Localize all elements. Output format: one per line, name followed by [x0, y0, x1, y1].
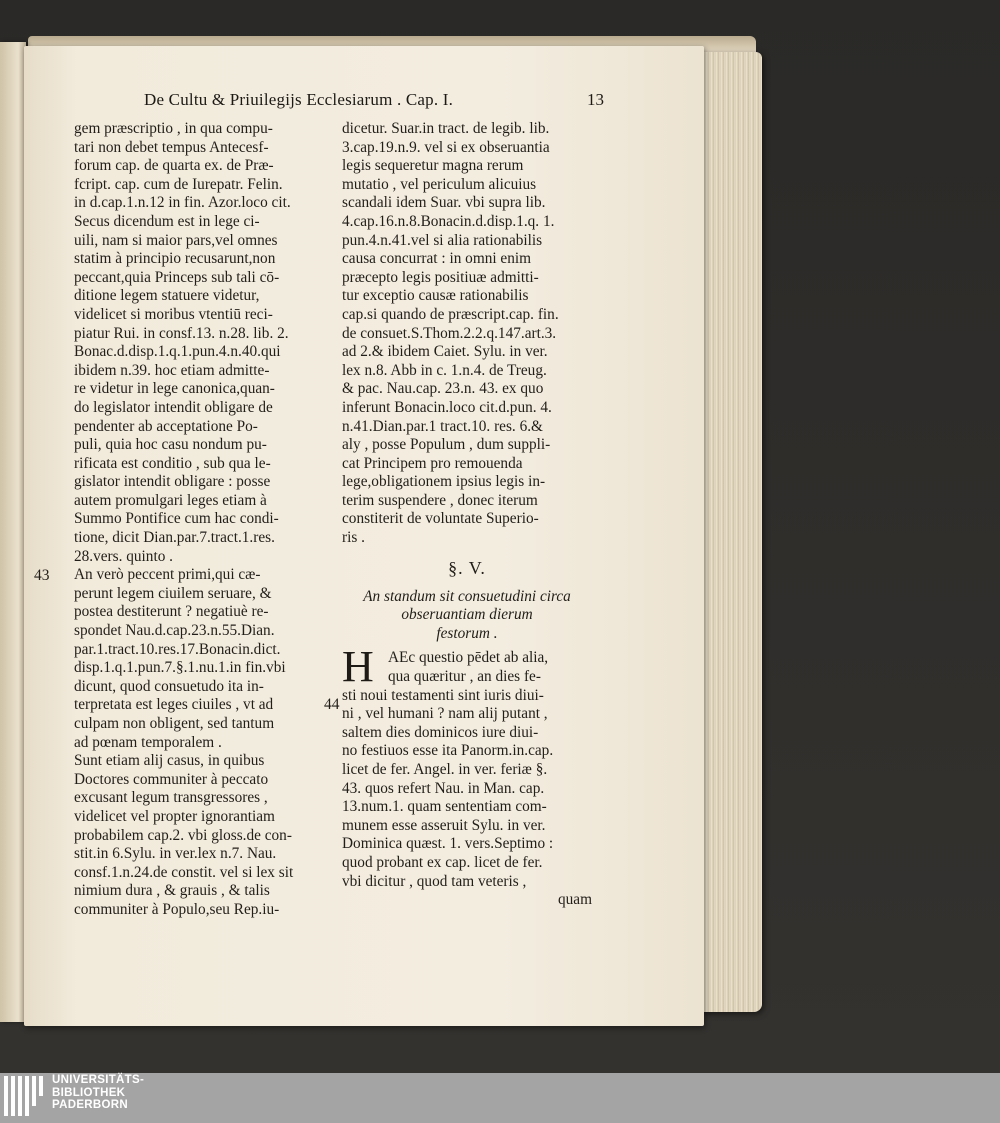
- text-line: piatur Rui. in consf.13. n.28. lib. 2.: [74, 324, 289, 342]
- text-line: tione, dicit Dian.par.7.tract.1.res.: [74, 529, 275, 547]
- text-line: spondet Nau.d.cap.23.n.55.Dian.: [74, 622, 275, 640]
- text-line: culpam non obligent, sed tantum: [74, 715, 275, 732]
- text-line: munem esse asseruit Sylu. in ver.: [342, 816, 546, 834]
- page-stack: [700, 52, 762, 1012]
- text-line: lex n.8. Abb in c. 1.n.4. de Treug.: [342, 361, 547, 379]
- text-line: peccant,quia Princeps sub tali cō-: [74, 268, 280, 286]
- text-line: pun.4.n.41.vel si alia rationabilis: [342, 231, 543, 249]
- text-line: videlicet si moribus vtentiū reci-: [74, 305, 273, 323]
- library-name-line-3: PADERBORN: [52, 1099, 128, 1111]
- text-line: saltem dies dominicos iure diui-: [342, 723, 539, 741]
- text-line: 4.cap.16.n.8.Bonacin.d.disp.1.q. 1.: [342, 212, 555, 230]
- running-header: [144, 90, 604, 114]
- paragraph-line-second: qua quæritur , an dies fe-: [388, 668, 541, 686]
- catchword: quam: [558, 891, 592, 909]
- text-line: communiter à Populo,seu Rep.iu-: [74, 900, 280, 918]
- text-line: probabilem cap.2. vbi gloss.de con-: [74, 826, 292, 844]
- section-heading: §. V.: [448, 557, 486, 578]
- right-margin-number: 44: [324, 696, 340, 713]
- paragraph-line-first: AEc questio pēdet ab alia,: [388, 649, 549, 667]
- paragraph-lines: [342, 687, 592, 892]
- text-line: cat Principem pro remouenda: [342, 454, 523, 472]
- text-line: tari non debet tempus Antecesf-: [74, 138, 269, 156]
- text-line: mutatio , vel periculum alicuius: [342, 175, 537, 193]
- text-line: uili, nam si maior pars,vel omnes: [74, 231, 278, 249]
- text-line: causa concurrat : in omni enim: [342, 250, 532, 268]
- footer-bar: [0, 1073, 1000, 1123]
- text-line: Sunt etiam alij casus, in quibus: [74, 752, 265, 770]
- book-page: [24, 46, 704, 1026]
- text-line: 3.cap.19.n.9. vel si ex obseruantia: [342, 138, 550, 156]
- text-line: ditione legem statuere videtur,: [74, 287, 260, 305]
- text-line: Bonac.d.disp.1.q.1.pun.4.n.40.qui: [74, 343, 281, 361]
- left-margin-number: 43: [34, 567, 50, 584]
- text-line: gislator intendit obligare : posse: [74, 473, 271, 491]
- text-line: lege,obligationem ipsius legis in-: [342, 473, 546, 491]
- text-line: scandali idem Suar. vbi supra lib.: [342, 194, 546, 212]
- text-line: terpretata est leges ciuiles , vt ad: [74, 696, 274, 714]
- text-line: legis sequeretur magna rerum: [342, 157, 524, 175]
- text-line: Secus dicendum est in lege ci-: [74, 212, 260, 230]
- library-logo-icon: [4, 1076, 48, 1120]
- text-line: inferunt Bonacin.loco cit.d.pun. 4.: [342, 398, 552, 416]
- left-column: [74, 120, 324, 920]
- text-line: puli, quia hoc casu nondum pu-: [74, 436, 267, 454]
- text-line: nimium dura , & grauis , & talis: [74, 882, 270, 900]
- text-line: ni , vel humani ? nam alij putant ,: [342, 705, 548, 723]
- header-title: De Cultu & Priuilegijs Ecclesiarum . Cap. I.: [144, 90, 454, 109]
- right-column-lines: [342, 120, 592, 548]
- text-line: do legislator intendit obligare de: [74, 398, 273, 416]
- text-line: consf.1.n.24.de constit. vel si lex sit: [74, 863, 294, 881]
- section-title-line: An standum sit consuetudini circa: [363, 587, 571, 605]
- library-name-line-2: BIBLIOTHEK: [52, 1086, 126, 1099]
- text-line: Doctores communiter à peccato: [74, 770, 269, 788]
- text-line: statim à principio recusarunt,non: [74, 250, 276, 268]
- section-title: [342, 588, 592, 644]
- text-line: de consuet.S.Thom.2.2.q.147.art.3.: [342, 324, 557, 342]
- section-title-line: obseruantiam dierum: [401, 606, 533, 624]
- paragraph-indented: [342, 642, 592, 692]
- text-line: in d.cap.1.n.12 in fin. Azor.loco cit.: [74, 194, 291, 212]
- text-line: 13.num.1. quam sententiam com-: [342, 798, 547, 816]
- text-line: pendenter ab acceptatione Po-: [74, 417, 258, 435]
- text-line: forum cap. de quarta ex. de Præ-: [74, 157, 274, 175]
- text-line: præcepto legis positiuæ admitti-: [342, 268, 539, 286]
- text-line: videlicet vel propter ignorantiam: [74, 807, 275, 825]
- paragraph: [342, 642, 592, 909]
- text-line: excusant legum transgressores ,: [74, 789, 268, 807]
- text-line: Summo Pontifice cum hac condi-: [74, 510, 279, 528]
- text-line: 43. quos refert Nau. in Man. cap.: [342, 779, 545, 797]
- text-line: aly , posse Populum , dum suppli-: [342, 436, 551, 454]
- text-line: gem præscriptio , in qua compu-: [74, 120, 273, 137]
- text-line: & pac. Nau.cap. 23.n. 43. ex quo: [342, 380, 544, 398]
- text-line: cap.si quando de præscript.cap. fin.: [342, 305, 559, 323]
- text-line: quod probant ex cap. licet de fer.: [342, 853, 543, 871]
- text-line: dicetur. Suar.in tract. de legib. lib.: [342, 120, 550, 137]
- text-line: n.41.Dian.par.1 tract.10. res. 6.&: [342, 417, 543, 435]
- text-line: licet de fer. Angel. in ver. feriæ §.: [342, 761, 548, 778]
- text-line: tur exceptio causæ rationabilis: [342, 287, 529, 305]
- text-line: par.1.tract.10.res.17.Bonacin.dict.: [74, 640, 281, 658]
- text-line: 28.vers. quinto .: [74, 547, 173, 565]
- section-title-line: festorum .: [436, 624, 498, 642]
- text-line: re videtur in lege canonica,quan-: [74, 380, 275, 398]
- text-line: perunt legem ciuilem seruare, &: [74, 584, 272, 602]
- text-line: fcript. cap. cum de Iurepatr. Felin.: [74, 175, 283, 193]
- right-column: [342, 120, 592, 910]
- text-line: rificata est conditio , sub qua le-: [74, 454, 271, 472]
- text-line: ibidem n.39. hoc etiam admitte-: [74, 361, 270, 379]
- text-line: vbi dicitur , quod tam veteris ,: [342, 872, 527, 890]
- text-line: constiterit de voluntate Superio-: [342, 510, 539, 528]
- text-line: ad 2.& ibidem Caiet. Sylu. in ver.: [342, 343, 548, 361]
- text-line: An verò peccent primi,qui cæ-: [74, 566, 261, 584]
- library-name-line-1: UNIVERSITÄTS-: [52, 1074, 145, 1086]
- text-line: dicunt, quod consuetudo ita in-: [74, 677, 264, 695]
- drop-cap: H: [342, 642, 374, 692]
- text-line: terim suspendere , donec iterum: [342, 491, 538, 509]
- text-line: Dominica quæst. 1. vers.Septimo :: [342, 835, 554, 853]
- text-line: no festiuos esse ita Panorm.in.cap.: [342, 742, 554, 760]
- text-line: disp.1.q.1.pun.7.§.1.nu.1.in fin.vbi: [74, 659, 286, 677]
- text-line: autem promulgari leges etiam à: [74, 491, 267, 509]
- text-line: stit.in 6.Sylu. in ver.lex n.7. Nau.: [74, 845, 277, 863]
- library-name: [52, 1074, 144, 1112]
- text-line: ris .: [342, 529, 365, 547]
- page-number: 13: [587, 90, 604, 109]
- text-line: ad pœnam temporalem .: [74, 733, 222, 751]
- facing-page-edge: [0, 42, 26, 1022]
- text-line: sti noui testamenti sint iuris diui-: [342, 686, 544, 704]
- text-line: postea destiterunt ? negatiuè re-: [74, 603, 269, 621]
